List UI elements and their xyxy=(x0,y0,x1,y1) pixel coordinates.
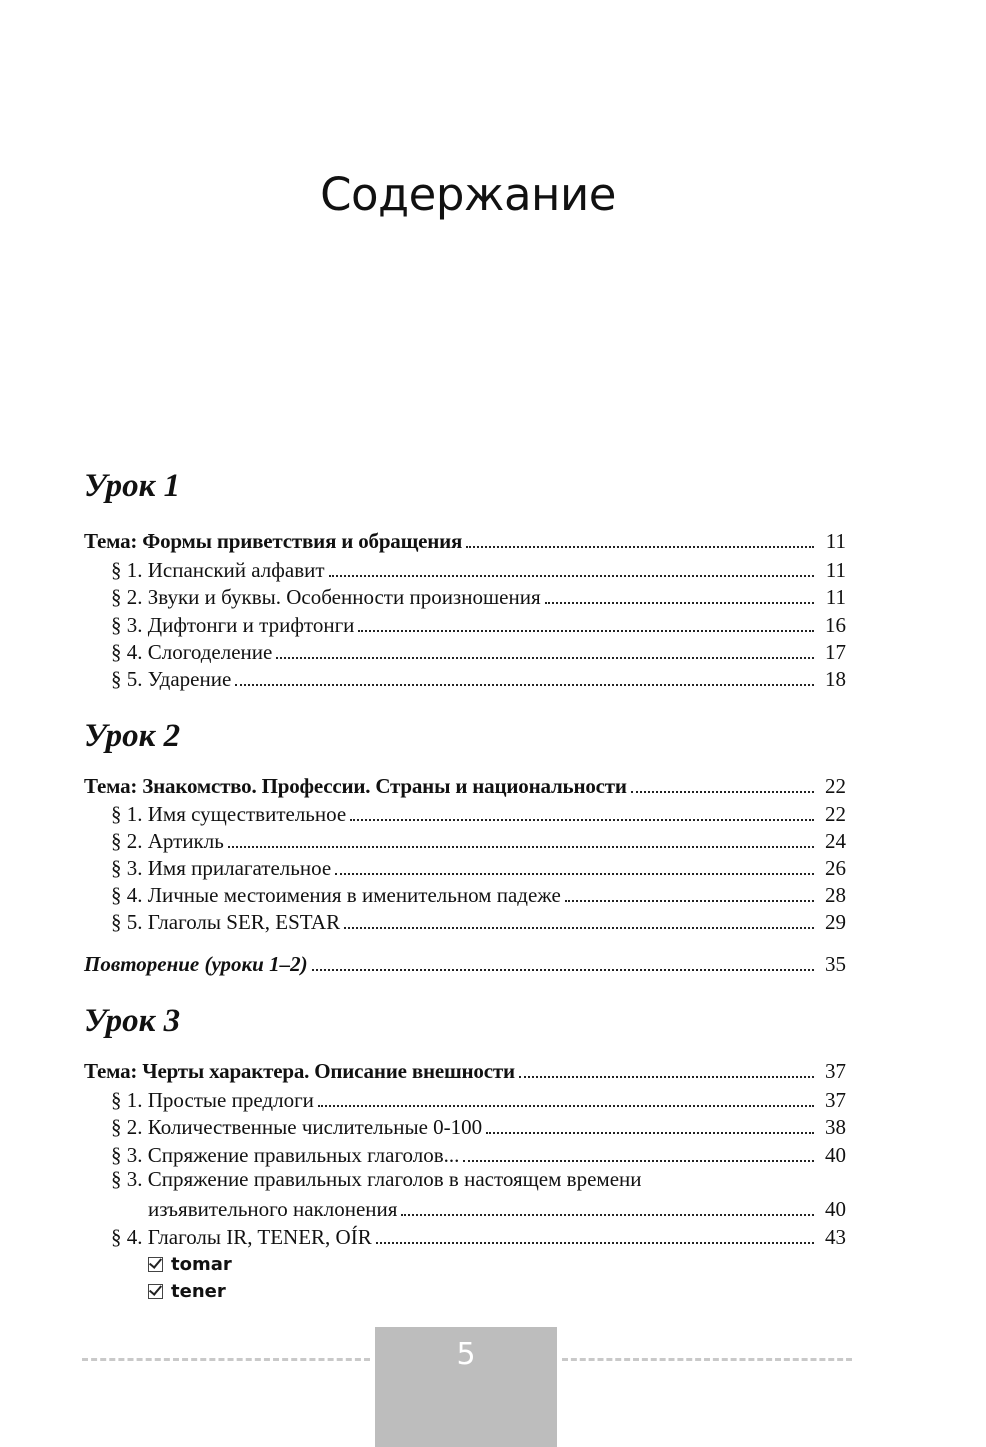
dot-leader xyxy=(358,630,814,632)
toc-page-number: 28 xyxy=(825,883,846,907)
checklist-item-tener xyxy=(148,1280,226,1302)
lesson-2-heading: Урок 2 xyxy=(84,718,181,754)
toc-entry-label: § 5. Глаголы SER, ESTAR xyxy=(111,910,341,934)
toc-entry-label: § 1. Простые предлоги xyxy=(111,1088,314,1112)
toc-page-number: 38 xyxy=(825,1115,846,1139)
toc-entry-label: § 2. Артикль xyxy=(111,829,224,853)
dot-leader xyxy=(335,873,814,875)
toc-entry-label: § 1. Имя существительное xyxy=(111,802,347,826)
checkbox-checked-icon xyxy=(148,1257,163,1272)
toc-entry[interactable] xyxy=(111,555,846,583)
toc-entry-label: § 2. Количественные числительные 0-100 xyxy=(111,1115,483,1139)
toc-entry-label: § 4. Личные местоимения в именительном падеже xyxy=(111,883,561,907)
checkbox-checked-icon xyxy=(148,1284,163,1299)
toc-entry-label-continued: изъявительного наклонения xyxy=(148,1197,398,1221)
toc-entry-label: § 3. Дифтонги и трифтонги xyxy=(111,613,355,637)
toc-entry-label: Тема: Черты характера. Описание внешности xyxy=(84,1059,515,1083)
toc-page-number: 37 xyxy=(825,1059,846,1083)
toc-entry-label: Тема: Формы приветствия и обращения xyxy=(84,529,463,553)
toc-entry-label: § 4. Слогоделение xyxy=(111,640,273,664)
toc-page-number: 17 xyxy=(825,640,846,664)
toc-entry[interactable] xyxy=(111,582,846,610)
toc-page-number: 11 xyxy=(825,529,846,553)
toc-page-number: 11 xyxy=(825,585,846,609)
dot-leader xyxy=(228,846,814,848)
toc-entry[interactable] xyxy=(111,664,846,692)
toc-entry[interactable] xyxy=(111,1140,846,1168)
dot-leader xyxy=(486,1132,814,1134)
toc-page-number: 29 xyxy=(825,910,846,934)
toc-review[interactable] xyxy=(84,949,846,977)
toc-theme-lesson-2[interactable] xyxy=(84,771,846,799)
page-number: 5 xyxy=(456,1337,476,1372)
toc-page-number: 26 xyxy=(825,856,846,880)
toc-theme-lesson-1[interactable] xyxy=(84,526,846,554)
toc-page-number: 43 xyxy=(825,1225,846,1249)
toc-entry[interactable] xyxy=(111,1222,846,1250)
toc-entry[interactable] xyxy=(111,1112,846,1140)
dot-leader xyxy=(463,1160,814,1162)
toc-entry-label: § 3. Имя прилагательное xyxy=(111,856,332,880)
toc-page-number: 24 xyxy=(825,829,846,853)
dot-leader xyxy=(631,791,814,793)
dot-leader xyxy=(329,575,814,577)
dot-leader xyxy=(565,900,814,902)
toc-entry-label: Тема: Знакомство. Профессии. Страны и национальности xyxy=(84,774,627,798)
toc-entry-label: § 4. Глаголы IR, TENER, OÍR xyxy=(111,1225,372,1249)
toc-page-number: 40 xyxy=(825,1143,846,1167)
page-number-tab xyxy=(375,1327,557,1447)
toc-entry[interactable] xyxy=(148,1194,846,1222)
toc-entry[interactable] xyxy=(111,826,846,854)
toc-entry[interactable] xyxy=(111,907,846,935)
toc-theme-lesson-3[interactable] xyxy=(84,1056,846,1084)
toc-page-number: 37 xyxy=(825,1088,846,1112)
toc-entry[interactable] xyxy=(111,853,846,881)
dot-leader xyxy=(276,657,814,659)
page-title: Содержание xyxy=(320,168,616,221)
dot-leader xyxy=(401,1214,814,1216)
toc-page-number: 16 xyxy=(825,613,846,637)
checklist-label: tener xyxy=(171,1280,226,1302)
lesson-3-heading: Урок 3 xyxy=(84,1003,181,1039)
footer-dashed-line-left xyxy=(82,1358,370,1361)
footer-dashed-line-right xyxy=(562,1358,852,1361)
toc-entry-label: § 3. Спряжение правильных глаголов... xyxy=(111,1143,460,1167)
dot-leader xyxy=(344,927,814,929)
toc-entry[interactable] xyxy=(111,880,846,908)
toc-entry[interactable] xyxy=(111,1085,846,1113)
toc-page-number: 11 xyxy=(825,558,846,582)
toc-entry-label: § 3. Спряжение правильных глаголов в настоящем времени xyxy=(111,1167,642,1191)
dot-leader xyxy=(466,546,814,548)
toc-entry-label: § 2. Звуки и буквы. Особенности произношения xyxy=(111,585,541,609)
toc-entry[interactable] xyxy=(111,610,846,638)
dot-leader xyxy=(312,969,814,971)
toc-page-number: 35 xyxy=(825,952,846,976)
dot-leader xyxy=(519,1076,814,1078)
toc-entry-label: Повторение (уроки 1–2) xyxy=(84,952,308,976)
toc-entry[interactable] xyxy=(111,637,846,665)
toc-entry-label: § 1. Испанский алфавит xyxy=(111,558,325,582)
toc-page-number: 22 xyxy=(825,802,846,826)
dot-leader xyxy=(376,1242,814,1244)
lesson-1-heading: Урок 1 xyxy=(84,468,181,504)
toc-page-number: 40 xyxy=(825,1197,846,1221)
dot-leader xyxy=(350,819,814,821)
dot-leader xyxy=(235,684,814,686)
toc-entry[interactable] xyxy=(111,799,846,827)
toc-page-number: 18 xyxy=(825,667,846,691)
toc-entry-label: § 5. Ударение xyxy=(111,667,232,691)
toc-page-number: 22 xyxy=(825,774,846,798)
dot-leader xyxy=(545,602,814,604)
dot-leader xyxy=(318,1105,814,1107)
checklist-item-tomar xyxy=(148,1253,232,1275)
checklist-label: tomar xyxy=(171,1253,232,1275)
